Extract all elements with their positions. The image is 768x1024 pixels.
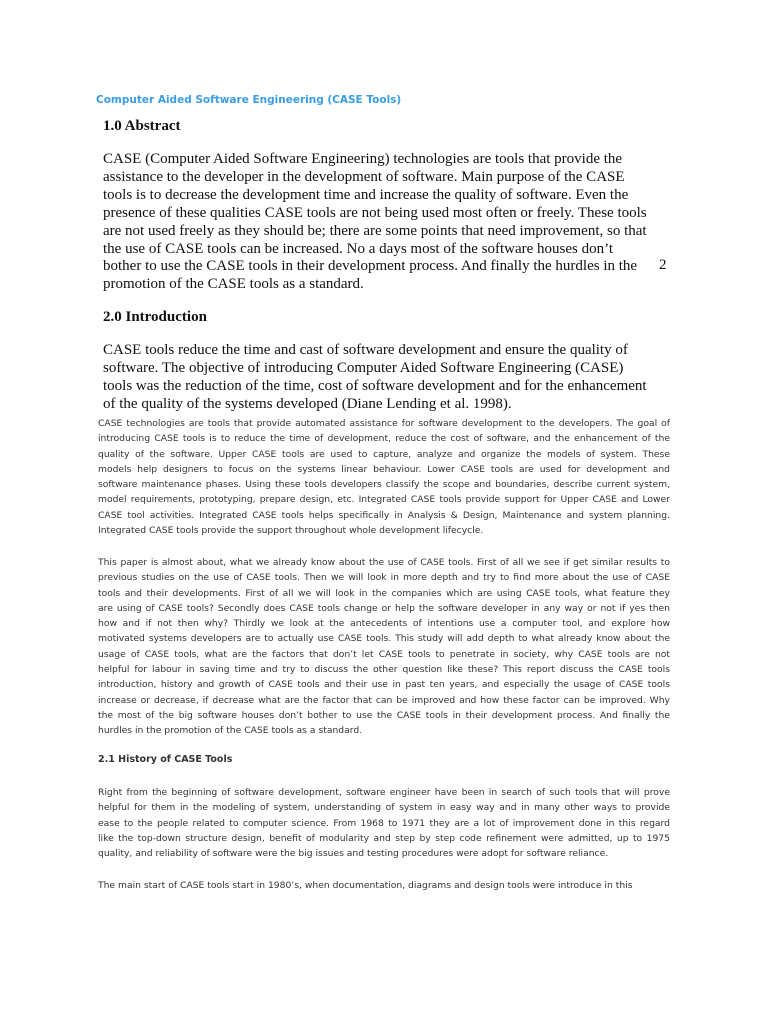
- history-paragraph-2: [98, 878, 670, 893]
- text-line: quality of the software. Upper CASE tools are used to capture, analyze and organize the models of system. These: [98, 448, 670, 460]
- document-title: Computer Aided Software Engineering (CASE Tools): [96, 94, 402, 106]
- abstract-line: promotion of the CASE tools as a standard.: [103, 276, 364, 293]
- text-line: increase or decrease, if decrease what are the factor that can be improved and how these factor can be improved. Why: [98, 694, 670, 706]
- abstract-line: tools is to decrease the development time and increase the quality of software. Even the: [103, 186, 629, 203]
- introduction-paragraph: [103, 342, 647, 414]
- text-line: are using of CASE tools? Secondly does CASE tools change or help the software developer in any way or not if yes then: [98, 602, 670, 614]
- body-paragraph-2: [98, 555, 670, 739]
- text-line: hurdles in the promotion of the CASE tools as a standard.: [98, 725, 363, 737]
- text-line: helpful for them in the modeling of system, understanding of system in easy way and in many other ways to provide: [98, 802, 670, 814]
- text-line: previous studies on the use of CASE tools. Then we will look in more depth and try to find more about the use of CASE: [98, 572, 670, 584]
- text-line: how and if not then why? Thirdly we look at the antecedents of intentions use a computer tool, and explore how: [98, 618, 670, 630]
- abstract-paragraph: [103, 151, 647, 294]
- history-heading: 2.1 History of CASE Tools: [98, 754, 233, 765]
- introduction-line: software. The objective of introducing Computer Aided Software Engineering (CASE): [103, 359, 624, 376]
- abstract-heading: 1.0 Abstract: [103, 118, 181, 134]
- text-line: like the top-down structure design, benefit of modularity and step by step code refinement were admitted, up to 1975: [98, 832, 670, 844]
- abstract-line: presence of these qualities CASE tools are not being used most often or freely. These tools: [103, 204, 647, 221]
- text-line: Right from the beginning of software development, software engineer have been in search of such tools that will prove: [98, 787, 670, 798]
- text-line: models help designers to focus on the systems linear behaviour. Lower CASE tools are used for development and: [98, 463, 670, 475]
- introduction-heading: 2.0 Introduction: [103, 309, 207, 325]
- abstract-line: CASE (Computer Aided Software Engineering) technologies are tools that provide the: [103, 151, 623, 167]
- introduction-line: CASE tools reduce the time and cast of software development and ensure the quality of: [103, 342, 628, 358]
- text-line: the most of the big software houses don’t bother to use the CASE tools in their development process. And finally the: [98, 709, 670, 721]
- abstract-line: bother to use the CASE tools in their development process. And finally the hurdles in the: [103, 258, 638, 275]
- text-line: quality, and reliability of software were the big issues and testing procedures were adopt for software reliance.: [98, 848, 609, 860]
- text-line: software maintenance phases. Using these tools developers classify the scope and boundaries, describe current system,: [98, 479, 670, 491]
- text-line: Integrated CASE tools provide the support throughout whole development lifecycle.: [98, 525, 484, 537]
- introduction-line: tools was the reduction of the time, cost of software development and for the enhancement: [103, 377, 647, 394]
- page-number: 2: [659, 257, 667, 273]
- history-paragraph-1: [98, 785, 670, 861]
- text-line: introducing CASE tools is to reduce the time of development, reduce the cost of software, and the enhancement of the: [98, 433, 670, 445]
- text-line: helpful for labour in saving time and try to discuss the other question like these? This report discuss the CASE tools: [98, 664, 670, 676]
- introduction-line: of the quality of the systems developed (Diane Lending et al. 1998).: [103, 395, 512, 412]
- text-line: tools and their developments. First of all we will look in the companies which are using CASE tools, what feature they: [98, 587, 670, 599]
- text-line: This paper is almost about, what we already know about the use of CASE tools. First of all we see if get similar results to: [98, 557, 670, 568]
- abstract-line: the use of CASE tools can be increased. No a days most of the software houses don’t: [103, 240, 614, 257]
- abstract-line: are not used freely as they should be; there are some points that need improvement, so that: [103, 222, 647, 239]
- text-line: ease to the people related to computer science. From 1968 to 1971 they are a lot of improvement done in this regard: [98, 817, 670, 829]
- text-line: CASE tool activities. Integrated CASE tools helps specifically in Analysis & Design, Maintenance and system planning.: [98, 509, 670, 521]
- text-line: usage of CASE tools, what are the factors that don’t let CASE tools to penetrate in society, why CASE tools are not: [98, 648, 670, 660]
- abstract-line: assistance to the developer in the development of software. Main purpose of the CASE: [103, 168, 625, 185]
- text-line: CASE technologies are tools that provide automated assistance for software development to the developers. The goal of: [98, 418, 670, 429]
- text-line: model requirements, prototyping, prepare design, etc. Integrated CASE tools provide support for Upper CASE and Lower: [98, 494, 670, 506]
- text-line: The main start of CASE tools start in 1980’s, when documentation, diagrams and design tools were introduce in this: [98, 880, 633, 891]
- text-line: motivated systems developers are to actually use CASE tools. This study will add depth to what already know about the: [98, 633, 670, 645]
- body-paragraph-1: [98, 416, 670, 538]
- text-line: introduction, history and growth of CASE tools and their use in past ten years, and especially the usage of CASE tools: [98, 679, 670, 691]
